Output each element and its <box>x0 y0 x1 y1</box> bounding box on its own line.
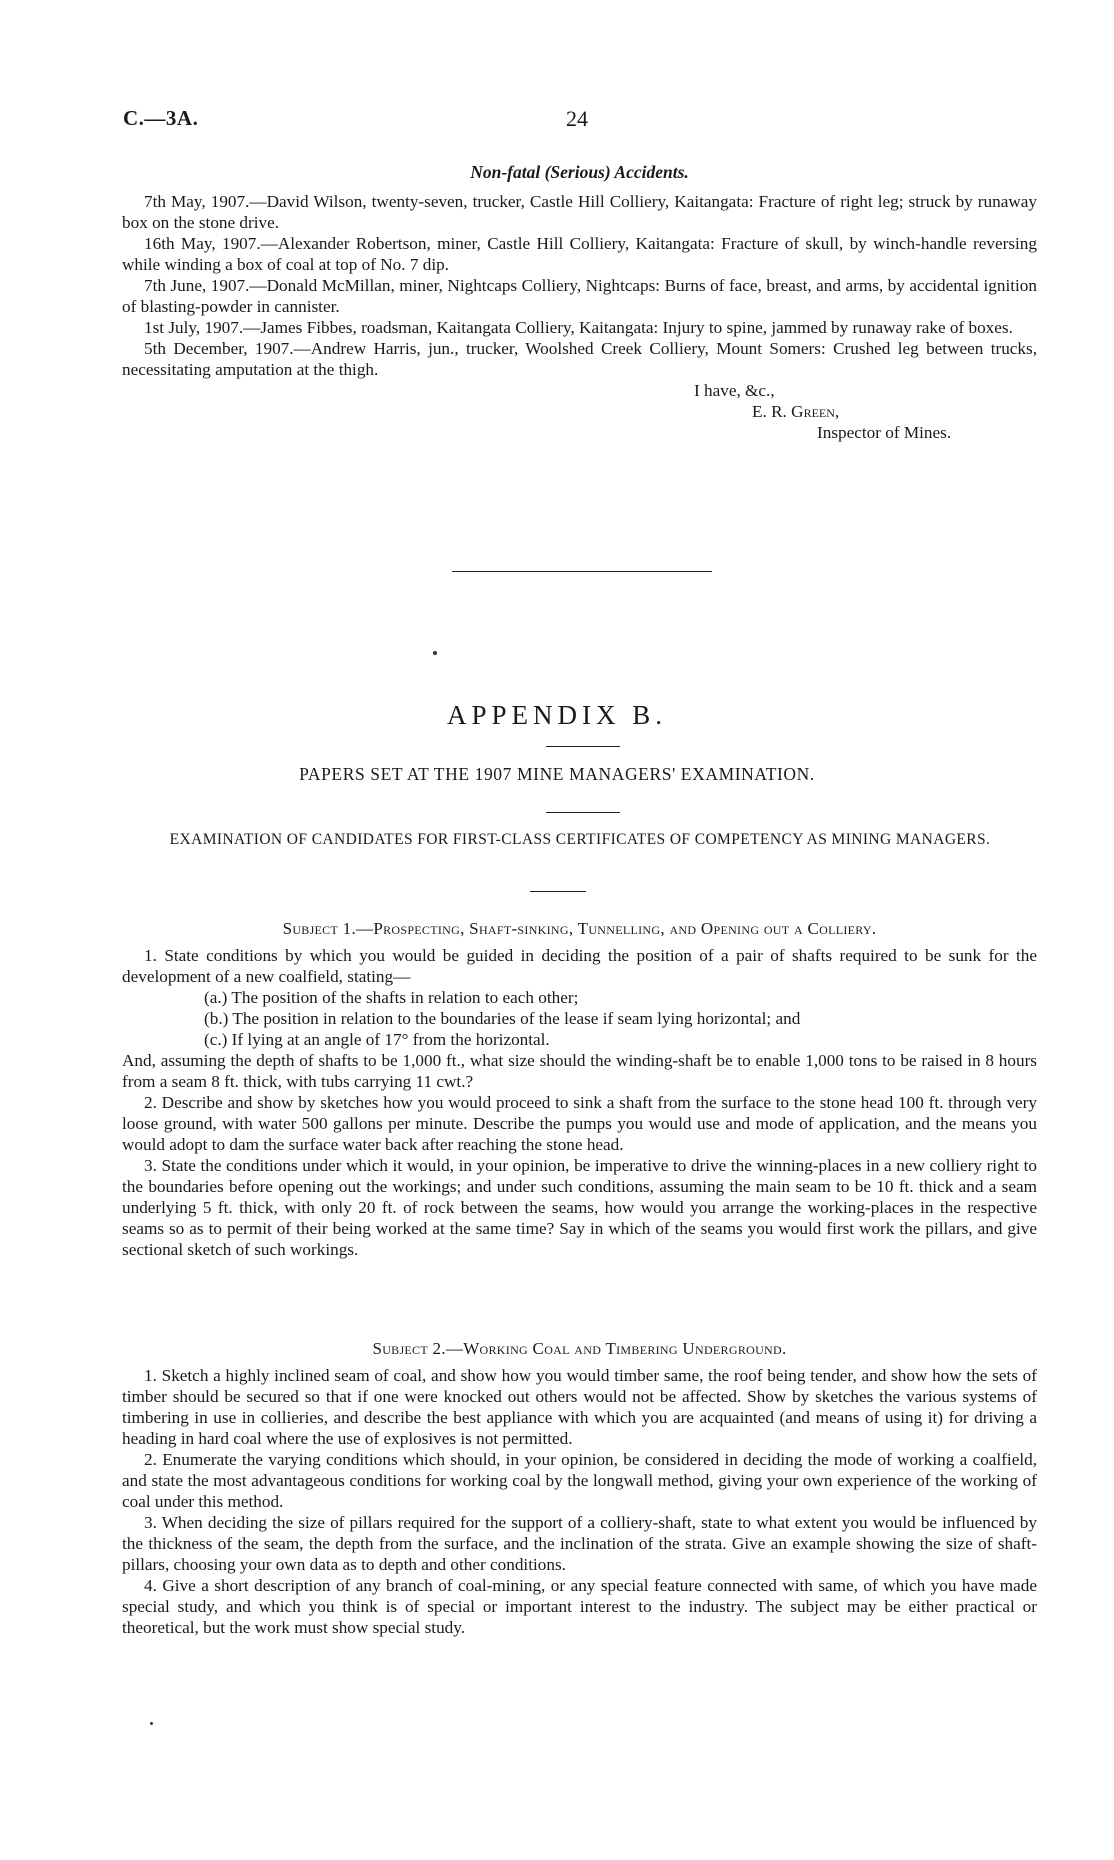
closing-line: I have, &c., <box>694 381 775 400</box>
appendix-divider <box>546 746 620 747</box>
question-1-item-c: (c.) If lying at an angle of 17° from the horizontal. <box>204 1030 550 1049</box>
accident-entry: 7th June, 1907.—Donald McMillan, miner, Nightcaps Colliery, Nightcaps: Burns of face, breast, and arms, by accidental ignition of blasting-powder in cannister. <box>122 276 1037 316</box>
accident-entry: 7th May, 1907.—David Wilson, twenty-seven, trucker, Castle Hill Colliery, Kaitangata: Fracture of right leg; struck by runaway box on the stone drive. <box>122 192 1037 232</box>
section-divider <box>452 571 712 572</box>
accident-entry: 5th December, 1907.—Andrew Harris, jun., trucker, Woolshed Creek Colliery, Mount Somers: Crushed leg between trucks, necessitating amputation at the thigh. <box>122 339 1037 379</box>
nonfatal-accidents-section <box>122 162 1037 443</box>
signature-title: Inspector of Mines. <box>817 423 952 442</box>
print-speck <box>150 1722 153 1725</box>
question-1-continuation: And, assuming the depth of shafts to be 1,000 ft., what size should the winding-shaft be to enable 1,000 tons to be raised in 8 hours from a seam 8 ft. thick, with tubs carrying 11 cwt.? <box>122 1051 1037 1091</box>
exam-divider <box>530 891 586 892</box>
document-code: C.—3A. <box>123 106 199 130</box>
question-2: 2. Enumerate the varying conditions which should, in your opinion, be considered in deciding the mode of working a coalfield, and state the most advantageous conditions for working coal by the longwall method, giving your own experience of the working of coal under this method. <box>122 1450 1037 1511</box>
question-1-item-b: (b.) The position in relation to the boundaries of the lease if seam lying horizontal; and <box>204 1009 801 1028</box>
accident-entry: 1st July, 1907.—James Fibbes, roadsman, Kaitangata Colliery, Kaitangata: Injury to spine, jammed by runaway rake of boxes. <box>144 318 1013 337</box>
subject-2-section <box>122 1338 1037 1638</box>
question-4: 4. Give a short description of any branch of coal-mining, or any special feature connected with same, of which you have made special study, and which you think is of special or important interest to the industry. The subject may be either practical or theoretical, but the work must show special study. <box>122 1576 1037 1637</box>
signature-name: E. R. Green, <box>752 402 840 421</box>
question-3: 3. When deciding the size of pillars required for the support of a colliery-shaft, state to what extent you would be influenced by the thickness of the seam, the depth from the surface, and the inclination of the strata. Give an example showing the size of shaft-pillars, choosing your own data as to depth and other conditions. <box>122 1513 1037 1574</box>
nonfatal-title: Non-fatal (Serious) Accidents. <box>470 162 689 182</box>
appendix-title: APPENDIX B. <box>446 700 668 730</box>
accident-entry: 16th May, 1907.—Alexander Robertson, miner, Castle Hill Colliery, Kaitangata: Fracture of skull, by winch-handle reversing while winding a box of coal at top of No. 7 dip. <box>122 234 1037 274</box>
subtitle-divider <box>546 812 620 813</box>
subject-1-section <box>122 918 1037 1260</box>
question-1: 1. Sketch a highly inclined seam of coal, and show how you would timber same, the roof being tender, and show how the sets of timber should be secured so that if one were knocked out others would not be affected. Show by sketches the various systems of timbering in use in collieries, and describe the best appliance with which you are acquainted (and means of using it) for driving a heading in hard coal where the use of explosives is not permitted. <box>122 1366 1037 1448</box>
question-3: 3. State the conditions under which it would, in your opinion, be imperative to drive the winning-places in a new colliery right to the boundaries before opening out the workings; and under such conditions, assuming the main seam to be 10 ft. thick and a seam underlying 5 ft. thick, with only 20 ft. of rock between the seams, how would you arrange the working-places in the respective seams so as to permit of their being worked at the same time? Say in which of the seams you would first work the pillars, and give sectional sketch of such workings. <box>122 1156 1037 1259</box>
subject-2-heading: Subject 2.—Working Coal and Timbering Underground. <box>372 1339 787 1358</box>
subject-1-heading: Subject 1.—Prospecting, Shaft-sinking, Tunnelling, and Opening out a Colliery. <box>282 919 877 938</box>
exam-heading: EXAMINATION OF CANDIDATES FOR FIRST-CLASS CERTIFICATES OF COMPETENCY AS MINING MANAGERS. <box>169 831 991 848</box>
appendix-subtitle: PAPERS SET AT THE 1907 MINE MANAGERS' EXAMINATION. <box>299 764 815 784</box>
print-speck <box>433 651 437 655</box>
question-1-item-a: (a.) The position of the shafts in relation to each other; <box>204 988 579 1007</box>
question-1: 1. State conditions by which you would be guided in deciding the position of a pair of shafts required to be sunk for the development of a new coalfield, stating— <box>122 946 1037 986</box>
question-2: 2. Describe and show by sketches how you would proceed to sink a shaft from the surface to the stone head 100 ft. through very loose ground, with water 500 gallons per minute. Describe the pumps you would use and mode of application, and the means you would adopt to dam the surface water back after reaching the stone head. <box>122 1093 1037 1154</box>
page-number: 24 <box>566 106 588 131</box>
